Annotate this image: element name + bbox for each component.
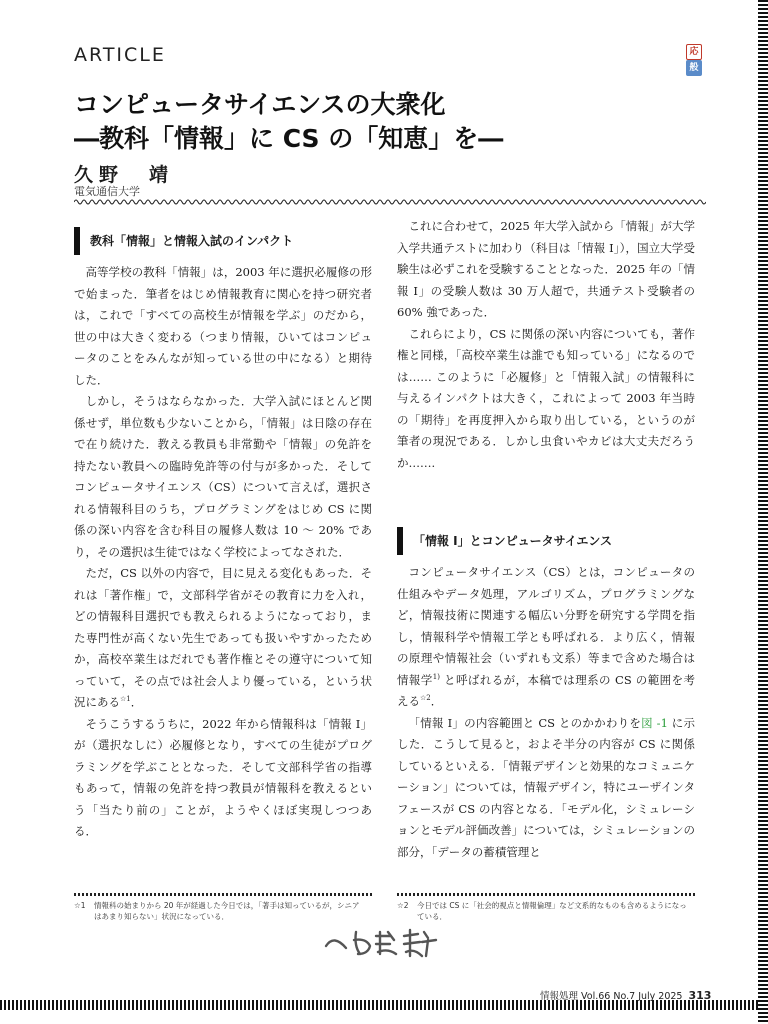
footnote-1 <box>74 900 372 922</box>
paragraph-text: と呼ばれるが，本稿では理系の CS の範囲を考える <box>397 672 695 708</box>
footnote-divider <box>74 893 372 896</box>
article-title <box>74 88 714 156</box>
paragraph-text: 「情報 I」の内容範囲と CS とのかかわりを <box>408 715 642 730</box>
footnote-mark: ☆2 <box>397 901 409 910</box>
paragraph <box>397 713 695 864</box>
section-label: ARTICLE <box>74 44 166 66</box>
paragraph-text: に示した．こうして見ると，およそ半分の内容が CS に関係しているといえる．「情報デザインと効果的なコミュニケーション」については，情報デザイン，特にユーザインタフェースが CS の内容となる．「モデル化，シミュレーションとモデル評価改善」については，シミュレーションの部分，「データの蓄積管理と <box>397 715 696 859</box>
calligraphy-ornament <box>318 924 448 960</box>
right-column <box>397 216 695 863</box>
footnote-mark: ☆1 <box>74 901 86 910</box>
section-gap <box>397 474 695 526</box>
left-column <box>74 226 372 843</box>
author-name: 久野 靖 <box>74 164 175 186</box>
paragraph-text: ． <box>130 695 143 709</box>
footnote-2 <box>397 900 695 922</box>
page-footer <box>540 988 711 1002</box>
wavy-divider <box>74 198 706 206</box>
footnote-text: 情報科の始まりから 20 年が経過した今日では，「著手は知っているが，シニアはあまり知らない」状況になっている． <box>94 901 360 921</box>
paragraph: しかし，そうはならなかった．大学入試にほとんど関係せず，単位数も少ないことから，「情報」は日陰の存在で在り続けた．教える教員も非常勤や「情報」の免許を持たない教員への臨時免許等の付与が多かった．そしてコンピュータサイエンス（CS）について言えば，選択される情報科目のうち，プログラミングをはじめ CS に関係の深い内容を含む科目の履修人数は 10 ～ 20% であり，その選択は生徒ではなく学校によってなされた． <box>74 394 372 559</box>
heading-bar <box>397 527 403 555</box>
category-tag-applied: 応 <box>686 44 702 60</box>
paragraph: そうこうするうちに，2022 年から情報科は「情報 I」が（選択なしに）必履修となり，すべての生徒がプログラミングを学ぶこととなった．そして文部科学省の指導もあって，情報の免許を持つ教員が情報科を教えるという「当たり前の」ことが，ようやくほぼ実現しつつある． <box>74 716 372 838</box>
category-tag-general: 般 <box>686 60 702 76</box>
heading-bar <box>74 227 80 255</box>
paragraph: 高等学校の教科「情報」は，2003 年に選択必履修の形で始まった．筆者をはじめ情報教育に関心を持つ研究者は，これで「すべての高校生が情報を学ぶ」のだから，世の中は大きく変わる（つまり情報，ひいてはコンピュータのことをみんなが知っている世の中になる）と期待した． <box>74 265 372 387</box>
section-heading-impact <box>74 226 372 256</box>
footnote-text: 今日では CS に「社会的視点と情報倫理」など文系的なものも含めるようになっている． <box>417 901 687 921</box>
paragraph <box>74 563 372 714</box>
paragraph <box>397 562 695 713</box>
page-number: 313 <box>688 989 712 1002</box>
paragraph-text: ただ，CS 以外の内容で，目に見える変化もあった．それは「著作権」で，文部科学省がその教育に力を入れ，どの情報科目選択でも教えられるようになっており，また専門性が高くない先生であっても扱いやすかったためか，高校卒業生はだれでも著作権とその遵守について知っていて，その点では社会人より優っている，という状況にある <box>74 566 372 709</box>
footnote-ref[interactable]: ☆1 <box>120 695 131 704</box>
section-heading-cs <box>397 526 695 556</box>
author-affiliation: 電気通信大学 <box>74 185 140 198</box>
title-line-2: ―教科「情報」に CS の「知恵」を― <box>74 124 504 153</box>
title-line-1: コンピュータサイエンスの大衆化 <box>74 90 446 119</box>
footnote-ref[interactable]: ☆2 <box>420 694 431 703</box>
paragraph-text: ． <box>430 694 443 708</box>
paragraph: これらにより，CS に関係の深い内容についても，著作権と同様，「高校卒業生は誰でも知っている」になるのでは…… このように「必履修」と「情報入試」の情報科に与えるインパクトは大きく，これによって 2003 年当時の「期待」を再度押入から取り出している，というのが筆者の現況である．しかし虫食いやカビは大丈夫だろうか……. <box>397 326 695 470</box>
section-heading-text: 教科「情報」と情報入試のインパクト <box>90 234 294 248</box>
right-edge-border <box>758 0 768 1024</box>
section-heading-text: 「情報 I」とコンピュータサイエンス <box>413 534 612 548</box>
paragraph: これに合わせて，2025 年大学入試から「情報」が大学入学共通テストに加わり（科目は「情報 I」），国立大学受験生は必ずこれを受験することとなった．2025 年の「情報 I」の受験人数は 30 万人超で，共通テスト受験者の 60% 強であった． <box>397 219 695 319</box>
paragraph-text: コンピュータサイエンス（CS）とは，コンピュータの仕組みやデータ処理，アルゴリズム，プログラミングなど，情報技術に関連する幅広い分野を研究する学問を指し，情報科学や情報工学とも呼ばれる．より広く，情報の原理や情報社会（いずれも文系）等まで含めた場合は情報学 <box>397 565 695 687</box>
reference-ref[interactable]: 1) <box>432 672 440 681</box>
figure-link[interactable]: 図 -1 <box>641 715 668 730</box>
journal-info: 情報処理 Vol.66 No.7 July 2025 <box>540 991 683 1002</box>
footnote-divider <box>397 893 695 896</box>
